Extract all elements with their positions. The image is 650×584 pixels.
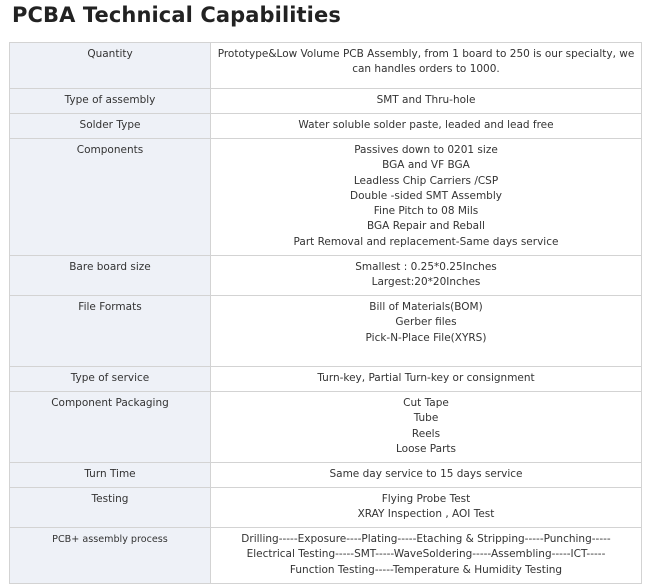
value-line: Same day service to 15 days service (329, 468, 523, 480)
row-value (211, 528, 642, 584)
table-row (10, 367, 642, 392)
value-line: Fine Pitch to 08 Mils (373, 205, 479, 218)
value-line: SMT and Thru-hole (376, 94, 476, 106)
table-row (10, 296, 642, 367)
value-line: Smallest : 0.25*0.25Inches (355, 261, 497, 273)
value-line: Flying Probe Test (381, 493, 471, 505)
value-line: Prototype&Low Volume PCB Assembly, from 1 board to 250 is our specialty, we (217, 48, 635, 60)
row-label: Components (10, 139, 211, 256)
row-value (211, 139, 642, 256)
table-row (10, 89, 642, 114)
row-value (211, 488, 642, 528)
value-line: Reels (411, 427, 441, 440)
table-row (10, 392, 642, 463)
row-value (211, 296, 642, 367)
value-line: Cut Tape (403, 397, 449, 409)
value-line: Largest:20*20Inches (371, 276, 481, 289)
value-line: Part Removal and replacement-Same days service (293, 235, 559, 248)
table-row (10, 43, 642, 89)
row-value (211, 43, 642, 89)
row-value (211, 367, 642, 392)
value-line: Turn-key, Partial Turn-key or consignment (317, 372, 535, 384)
value-line: Drilling-----Exposure----Plating-----Etaching & Stripping-----Punching----- (241, 533, 611, 545)
row-label: Quantity (10, 43, 211, 89)
capabilities-table (9, 42, 642, 584)
value-line: can handles orders to 1000. (352, 63, 500, 76)
table-row (10, 463, 642, 488)
row-label: Testing (10, 488, 211, 528)
table-row (10, 488, 642, 528)
value-line: Function Testing-----Temperature & Humidity Testing (289, 563, 563, 576)
value-line: Pick-N-Place File(XYRS) (365, 331, 487, 344)
value-line: Loose Parts (396, 442, 456, 455)
value-line: BGA Repair and Reball (367, 220, 485, 233)
table-row (10, 256, 642, 296)
row-value (211, 256, 642, 296)
value-line: Gerber files (395, 316, 457, 329)
value-line: Electrical Testing-----SMT-----WaveSoldering-----Assembling-----ICT----- (246, 548, 606, 561)
row-value (211, 392, 642, 463)
value-line: Water soluble solder paste, leaded and lead free (298, 119, 554, 131)
value-line: Bill of Materials(BOM) (369, 301, 483, 313)
row-label: PCB+ assembly process (10, 528, 211, 584)
row-value (211, 463, 642, 488)
value-line: BGA and VF BGA (382, 159, 470, 172)
value-line: Leadless Chip Carriers /CSP (353, 174, 499, 187)
table-row (10, 528, 642, 584)
row-label: Bare board size (10, 256, 211, 296)
row-label: Component Packaging (10, 392, 211, 463)
table-row (10, 114, 642, 139)
value-line: Double -sided SMT Assembly (350, 189, 502, 202)
page-title: PCBA Technical Capabilities (12, 3, 341, 27)
value-line: XRAY Inspection , AOI Test (357, 508, 495, 521)
table-row (10, 139, 642, 256)
row-label: Type of service (10, 367, 211, 392)
row-label: Type of assembly (10, 89, 211, 114)
row-value (211, 114, 642, 139)
value-line: Tube (413, 412, 439, 425)
row-label: Solder Type (10, 114, 211, 139)
row-label: Turn Time (10, 463, 211, 488)
row-value (211, 89, 642, 114)
row-label: File Formats (10, 296, 211, 367)
value-line: Passives down to 0201 size (354, 144, 498, 156)
